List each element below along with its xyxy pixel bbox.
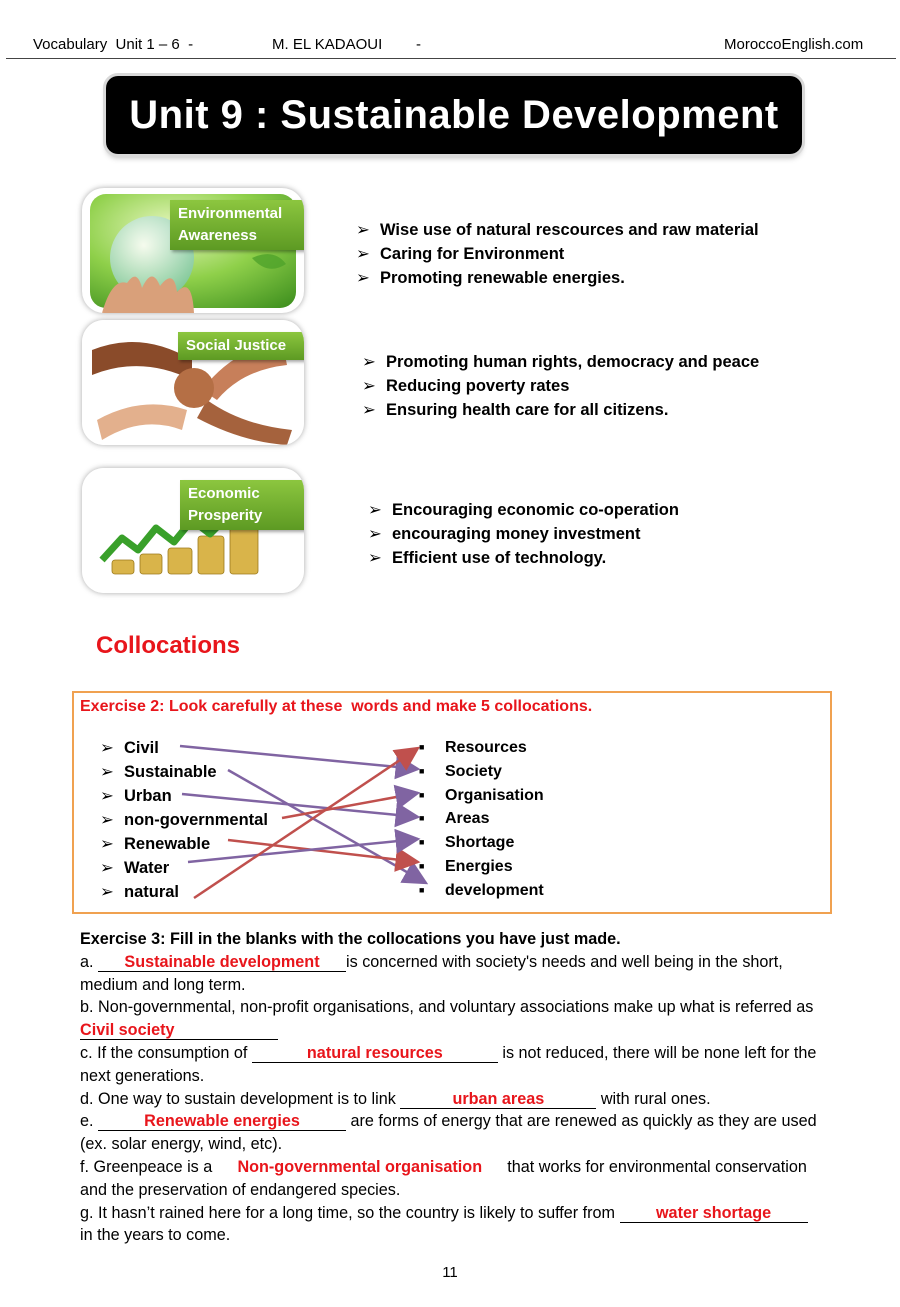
- list-item: ➢ Renewable: [100, 835, 211, 853]
- arrow-civil-society: [180, 746, 418, 769]
- list-item: ➢ Encouraging economic co-operation: [368, 501, 679, 519]
- header-unit-range: Vocabulary Unit 1 – 6 -: [33, 36, 194, 53]
- list-item: ➢ Reducing poverty rates: [362, 377, 570, 395]
- page-number: 11: [442, 1264, 458, 1281]
- sentence-f: f. Greenpeace is a Non-governmental organisation that works for environmental conservation and the preservation of endangered species.: [80, 1157, 807, 1199]
- list-item: ➢ natural: [100, 883, 180, 901]
- sentence-c: c. If the consumption of natural resources is not reduced, there will be none left for the next generations.: [80, 1043, 817, 1085]
- list-item: ■ Energies: [419, 857, 513, 875]
- list-item: ➢ non-governmental: [100, 811, 268, 829]
- pillar-label-social: Social Justice: [178, 332, 304, 360]
- arrow-natural-resources: [194, 748, 418, 898]
- sentence-b: b. Non-governmental, non-profit organisations, and voluntary associations make up what is referred as Civil society: [80, 998, 814, 1040]
- header-site: MoroccoEnglish.com: [724, 36, 864, 53]
- list-item: ■ Areas: [419, 810, 490, 828]
- answer-d[interactable]: urban areas: [400, 1090, 596, 1109]
- list-item: ➢ Promoting renewable energies.: [356, 269, 625, 287]
- list-item: ■ Shortage: [419, 834, 515, 852]
- list-item: ■ Organisation: [419, 786, 544, 804]
- answer-g[interactable]: water shortage: [620, 1204, 808, 1223]
- arrow-sustainable-development: [228, 770, 426, 883]
- list-item: ➢ Urban: [100, 787, 172, 805]
- list-item: ➢ Water: [100, 859, 170, 877]
- answer-e[interactable]: Renewable energies: [98, 1112, 346, 1131]
- pillar-label-environment: Environmental Awareness: [170, 200, 304, 250]
- list-item: ➢ Civil: [100, 739, 159, 757]
- answer-b[interactable]: Civil society: [80, 1021, 278, 1040]
- page-title: Unit 9 : Sustainable Development: [106, 76, 802, 154]
- exercise3-title: Exercise 3: Fill in the blanks with the collocations you have just made.: [80, 930, 621, 948]
- exercise2-title: Exercise 2: Look carefully at these words and make 5 collocations.: [80, 698, 593, 715]
- list-item: ■ Resources: [419, 739, 527, 756]
- collocations-heading: Collocations: [96, 632, 241, 659]
- sentence-a: a. Sustainable development is concerned with society's needs and well being in the short, medium and long term.: [80, 952, 783, 994]
- list-item: ➢ Wise use of natural rescources and raw material: [356, 221, 759, 239]
- answer-f[interactable]: Non-governmental organisation: [237, 1157, 483, 1176]
- arrow-renewable-energies: [228, 840, 418, 862]
- header-author: M. EL KADAOUI: [272, 36, 383, 53]
- header-dash: -: [416, 36, 421, 53]
- list-item: ➢ Caring for Environment: [356, 245, 565, 263]
- list-item: ➢ Sustainable: [100, 763, 217, 781]
- list-item: ■ Society: [419, 762, 502, 780]
- sentence-d: d. One way to sustain development is to link urban areas with rural ones.: [80, 1089, 711, 1108]
- answer-a[interactable]: Sustainable development: [98, 953, 346, 972]
- list-item: ■ development: [419, 881, 544, 899]
- list-item: ➢ encouraging money investment: [368, 525, 641, 543]
- list-item: ➢ Ensuring health care for all citizens.: [362, 401, 669, 419]
- sentence-e: e. Renewable energies are forms of energy that are renewed as quickly as they are used (ex. solar energy, wind, etc).: [80, 1112, 817, 1154]
- exercise3: [80, 928, 820, 1247]
- pillar-label-economic: Economic Prosperity: [180, 480, 304, 530]
- list-item: ➢ Promoting human rights, democracy and peace: [362, 353, 760, 371]
- list-item: ➢ Efficient use of technology.: [368, 549, 607, 567]
- sentence-g: g. It hasn’t rained here for a long time, so the country is likely to suffer from water shortage in the years to come.: [80, 1202, 820, 1248]
- answer-c[interactable]: natural resources: [252, 1044, 498, 1063]
